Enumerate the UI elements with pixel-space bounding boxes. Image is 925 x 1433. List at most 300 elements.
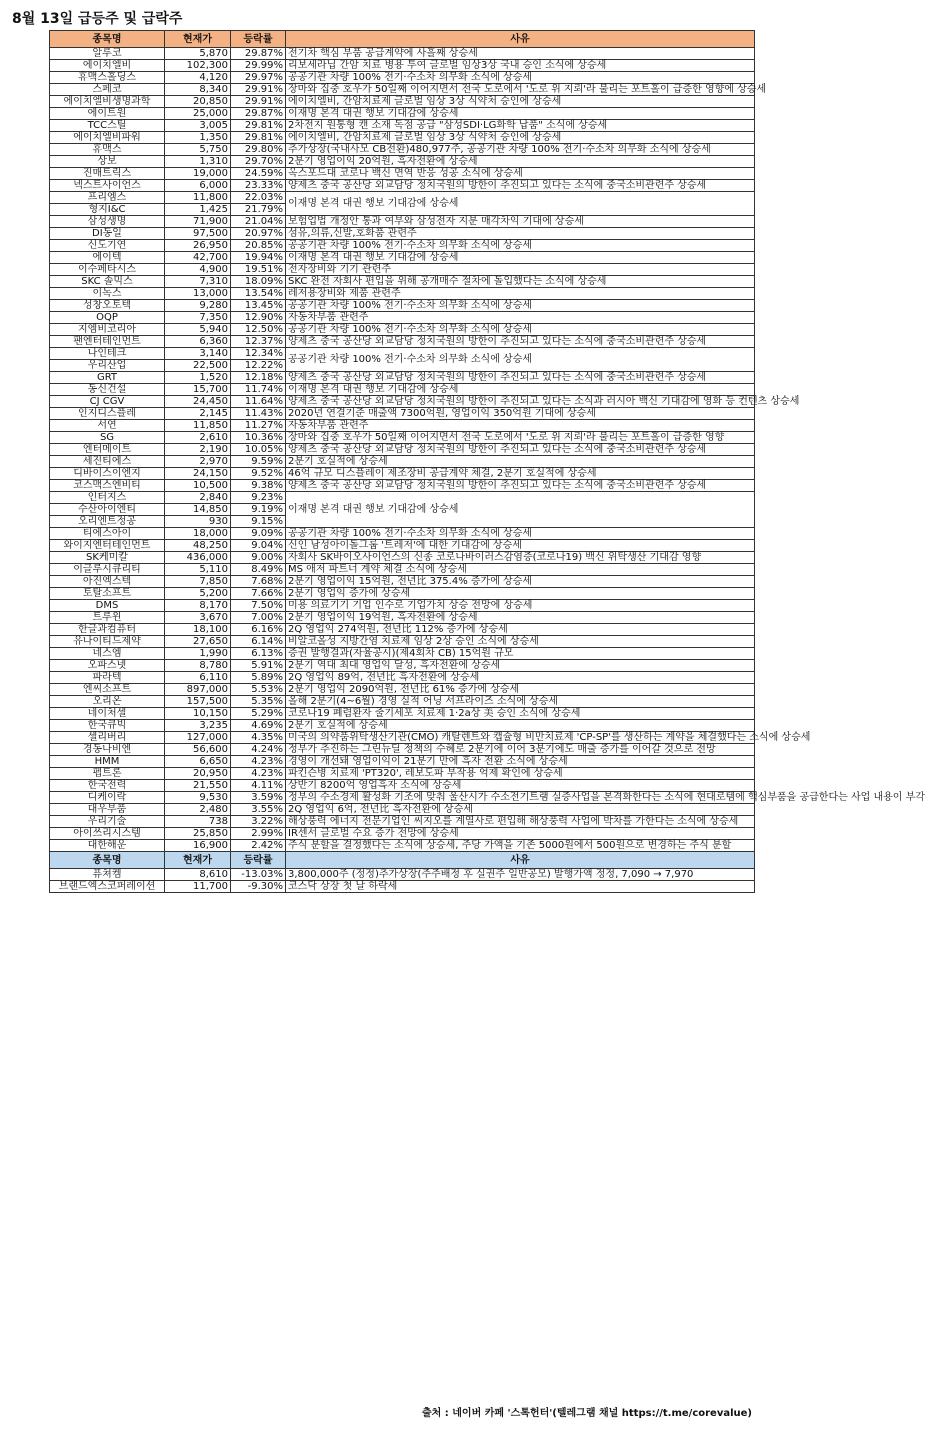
stock-rate: 11.27% bbox=[231, 420, 286, 432]
table-row bbox=[50, 552, 755, 564]
stock-rate: 24.59% bbox=[231, 168, 286, 180]
stock-rate: 3.59% bbox=[231, 792, 286, 804]
source-note: 출처 : 네이버 카페 '스톡헌터'(텔레그램 채널 https://t.me/corevalue) bbox=[421, 1408, 752, 1419]
table-row bbox=[50, 180, 755, 192]
table-row bbox=[50, 264, 755, 276]
table-row bbox=[50, 660, 755, 672]
stock-rate: 19.51% bbox=[231, 264, 286, 276]
stock-name: 프리엠스 bbox=[50, 192, 165, 204]
table-row bbox=[50, 528, 755, 540]
table-row bbox=[50, 444, 755, 456]
stock-reason: 장마와 집중 호우가 50일째 이어지면서 전국 도로에서 '도로 위 지뢰'라 불리는 포트홀이 급증한 영향에 상승세 bbox=[286, 84, 755, 96]
stock-rate: 13.45% bbox=[231, 300, 286, 312]
table-row bbox=[50, 881, 755, 893]
stock-price: 14,850 bbox=[165, 504, 231, 516]
stock-price: 2,840 bbox=[165, 492, 231, 504]
stock-price: 18,100 bbox=[165, 624, 231, 636]
header-price: 현재가 bbox=[165, 852, 231, 869]
table-row bbox=[50, 384, 755, 396]
stock-price: 7,310 bbox=[165, 276, 231, 288]
stock-rate: 5.53% bbox=[231, 684, 286, 696]
stock-price: 21,550 bbox=[165, 780, 231, 792]
stock-price: 436,000 bbox=[165, 552, 231, 564]
table-row bbox=[50, 336, 755, 348]
table-row bbox=[50, 696, 755, 708]
stock-reason: 증권 발행결과(자율공시)(제4회차 CB) 15억원 규모 bbox=[286, 648, 755, 660]
stock-name: DMS bbox=[50, 600, 165, 612]
stock-reason: 레저용장비와 제품 관련주 bbox=[286, 288, 755, 300]
stock-name: 세진티에스 bbox=[50, 456, 165, 468]
stock-name: 한국큐빅 bbox=[50, 720, 165, 732]
table-row bbox=[50, 780, 755, 792]
stock-price: 157,500 bbox=[165, 696, 231, 708]
table-row bbox=[50, 396, 755, 408]
stock-rate: 13.54% bbox=[231, 288, 286, 300]
stock-price: 3,005 bbox=[165, 120, 231, 132]
stock-name: HMM bbox=[50, 756, 165, 768]
stock-price: 7,350 bbox=[165, 312, 231, 324]
stock-reason: 이재명 본격 대권 행보 기대감에 상승세 bbox=[286, 252, 755, 264]
stock-price: 3,140 bbox=[165, 348, 231, 360]
table-row bbox=[50, 324, 755, 336]
stock-name: SKC 솔믹스 bbox=[50, 276, 165, 288]
stock-rate: 29.91% bbox=[231, 84, 286, 96]
stock-rate: 29.99% bbox=[231, 60, 286, 72]
stock-rate: -9.30% bbox=[231, 881, 286, 893]
stock-price: 16,900 bbox=[165, 840, 231, 852]
stock-rate: 4.23% bbox=[231, 756, 286, 768]
table-row bbox=[50, 612, 755, 624]
stock-name: 디케이락 bbox=[50, 792, 165, 804]
table-row bbox=[50, 684, 755, 696]
stock-name: 엔씨소프트 bbox=[50, 684, 165, 696]
stock-price: 738 bbox=[165, 816, 231, 828]
stock-rate: 22.03% bbox=[231, 192, 286, 204]
stock-reason: 양제츠 중국 공산당 외교담당 정치국원의 방한이 추진되고 있다는 소식에 중국소비관련주 상승세 bbox=[286, 180, 755, 192]
stock-name: 대한해운 bbox=[50, 840, 165, 852]
stock-price: 9,530 bbox=[165, 792, 231, 804]
stock-name: 에이치엘비파워 bbox=[50, 132, 165, 144]
stock-name: DI동일 bbox=[50, 228, 165, 240]
stock-name: 와이지엔터테인먼트 bbox=[50, 540, 165, 552]
stock-price: 2,610 bbox=[165, 432, 231, 444]
stock-price: 2,190 bbox=[165, 444, 231, 456]
stock-price: 20,950 bbox=[165, 768, 231, 780]
stock-rate: 8.49% bbox=[231, 564, 286, 576]
table-row bbox=[50, 468, 755, 480]
stock-price: 18,000 bbox=[165, 528, 231, 540]
table-row bbox=[50, 456, 755, 468]
stock-reason: 양제츠 중국 공산당 외교담당 정치국원의 방한이 추진되고 있다는 소식과 러시아 백신 기대감에 영화 등 컨텐츠 상승세 bbox=[286, 396, 755, 408]
stock-name: 이글루시큐리티 bbox=[50, 564, 165, 576]
stock-price: 11,700 bbox=[165, 881, 231, 893]
stock-rate: -13.03% bbox=[231, 869, 286, 881]
table-row bbox=[50, 768, 755, 780]
stock-rate: 5.89% bbox=[231, 672, 286, 684]
stock-rate: 9.00% bbox=[231, 552, 286, 564]
table-row bbox=[50, 72, 755, 84]
stock-name: 나인테크 bbox=[50, 348, 165, 360]
stock-name: 대우부품 bbox=[50, 804, 165, 816]
table-row bbox=[50, 96, 755, 108]
stock-name: OQP bbox=[50, 312, 165, 324]
stock-price: 6,110 bbox=[165, 672, 231, 684]
stock-price: 6,650 bbox=[165, 756, 231, 768]
stock-reason: 공공기관 차량 100% 전기·수소차 의무화 소식에 상승세 bbox=[286, 348, 755, 372]
stock-reason: 양제츠 중국 공산당 외교담당 정치국원의 방한이 추진되고 있다는 소식에 중국소비관련주 상승세 bbox=[286, 336, 755, 348]
stock-price: 5,110 bbox=[165, 564, 231, 576]
table-row bbox=[50, 744, 755, 756]
stock-reason: 이재명 본격 대권 행보 기대감에 상승세 bbox=[286, 108, 755, 120]
stock-rate: 10.05% bbox=[231, 444, 286, 456]
stock-reason: 섬유,의류,신발,호화품 관련주 bbox=[286, 228, 755, 240]
stock-reason: 옥스포드대 코로나 백신 면역 반응 성공 소식에 상승세 bbox=[286, 168, 755, 180]
stock-reason: 2Q 영업익 274억원, 전년比 112% 증가에 상승세 bbox=[286, 624, 755, 636]
stock-reason: 양제츠 중국 공산당 외교담당 정치국원의 방한이 추진되고 있다는 소식에 중국소비관련주 상승세 bbox=[286, 372, 755, 384]
table-row bbox=[50, 408, 755, 420]
stock-reason: 양제츠 중국 공산당 외교담당 정치국원의 방한이 추진되고 있다는 소식에 중국소비관련주 상승세 bbox=[286, 444, 755, 456]
header-row-losers bbox=[50, 852, 755, 869]
table-row bbox=[50, 240, 755, 252]
table-row bbox=[50, 672, 755, 684]
stock-name: SG bbox=[50, 432, 165, 444]
stock-name: CJ CGV bbox=[50, 396, 165, 408]
stock-reason: 미용 의료기기 기업 인수로 기업가치 상승 전망에 상승세 bbox=[286, 600, 755, 612]
page-title: 8월 13일 급등주 및 급락주 bbox=[12, 11, 183, 27]
stock-rate: 11.74% bbox=[231, 384, 286, 396]
stock-name: 아이쓰리시스템 bbox=[50, 828, 165, 840]
table-row bbox=[50, 120, 755, 132]
stock-price: 9,280 bbox=[165, 300, 231, 312]
header-price: 현재가 bbox=[165, 31, 231, 48]
stock-name: 스페코 bbox=[50, 84, 165, 96]
stock-price: 4,120 bbox=[165, 72, 231, 84]
table-row bbox=[50, 288, 755, 300]
stock-name: 팬엔터테인먼트 bbox=[50, 336, 165, 348]
stock-rate: 4.35% bbox=[231, 732, 286, 744]
losers-body bbox=[50, 869, 755, 893]
table-row bbox=[50, 588, 755, 600]
stock-rate: 12.90% bbox=[231, 312, 286, 324]
stock-rate: 29.70% bbox=[231, 156, 286, 168]
stock-reason: 에이치엘비, 간암치료제 글로벌 임상 3상 식약처 승인에 상승세 bbox=[286, 132, 755, 144]
table-row bbox=[50, 132, 755, 144]
table-row bbox=[50, 816, 755, 828]
stock-name: 브랜드엑스코퍼레이션 bbox=[50, 881, 165, 893]
stock-price: 71,900 bbox=[165, 216, 231, 228]
stock-price: 5,940 bbox=[165, 324, 231, 336]
stock-name: 오리온 bbox=[50, 696, 165, 708]
stock-rate: 4.69% bbox=[231, 720, 286, 732]
header-rate: 등락률 bbox=[231, 852, 286, 869]
stock-rate: 19.94% bbox=[231, 252, 286, 264]
table-row bbox=[50, 828, 755, 840]
stock-name: 트루윈 bbox=[50, 612, 165, 624]
table-row bbox=[50, 276, 755, 288]
stock-price: 25,850 bbox=[165, 828, 231, 840]
stock-reason: 전기차 핵심 부품 공급계약에 사흘째 상승세 bbox=[286, 48, 755, 60]
stock-name: 파라텍 bbox=[50, 672, 165, 684]
stock-rate: 7.00% bbox=[231, 612, 286, 624]
stock-price: 25,000 bbox=[165, 108, 231, 120]
table-row bbox=[50, 869, 755, 881]
table-row bbox=[50, 252, 755, 264]
stock-price: 3,235 bbox=[165, 720, 231, 732]
stock-price: 3,670 bbox=[165, 612, 231, 624]
stock-price: 4,900 bbox=[165, 264, 231, 276]
stock-name: 신도기연 bbox=[50, 240, 165, 252]
stock-name: 서연 bbox=[50, 420, 165, 432]
stock-rate: 9.59% bbox=[231, 456, 286, 468]
stock-rate: 4.11% bbox=[231, 780, 286, 792]
table-row bbox=[50, 156, 755, 168]
stock-rate: 5.29% bbox=[231, 708, 286, 720]
stock-name: 넥스트사이언스 bbox=[50, 180, 165, 192]
stock-price: 5,870 bbox=[165, 48, 231, 60]
stock-rate: 20.85% bbox=[231, 240, 286, 252]
table-row bbox=[50, 804, 755, 816]
stock-rate: 2.42% bbox=[231, 840, 286, 852]
stock-price: 10,150 bbox=[165, 708, 231, 720]
stock-rate: 7.68% bbox=[231, 576, 286, 588]
stock-name: 코스맥스엔비티 bbox=[50, 480, 165, 492]
stock-rate: 7.66% bbox=[231, 588, 286, 600]
header-row-gainers bbox=[50, 31, 755, 48]
table-row bbox=[50, 492, 755, 504]
stock-reason: 2Q 영업익 89억, 전년比 흑자전환에 상승세 bbox=[286, 672, 755, 684]
stock-price: 930 bbox=[165, 516, 231, 528]
stock-price: 26,950 bbox=[165, 240, 231, 252]
stock-name: 에이치엘비 bbox=[50, 60, 165, 72]
stock-reason: 상반기 8200억 영업흑자 소식에 상승세 bbox=[286, 780, 755, 792]
stock-name: 수산아이엔티 bbox=[50, 504, 165, 516]
table-row bbox=[50, 84, 755, 96]
stock-price: 2,145 bbox=[165, 408, 231, 420]
header-rate: 등락률 bbox=[231, 31, 286, 48]
table-row bbox=[50, 192, 755, 204]
stock-rate: 4.24% bbox=[231, 744, 286, 756]
stock-rate: 9.19% bbox=[231, 504, 286, 516]
table-row bbox=[50, 756, 755, 768]
stock-price: 15,700 bbox=[165, 384, 231, 396]
stock-price: 24,450 bbox=[165, 396, 231, 408]
stock-reason: 올해 2분기(4~6월) 경영 실적 어닝 서프라이즈 소식에 상승세 bbox=[286, 696, 755, 708]
stock-name: 셀리버리 bbox=[50, 732, 165, 744]
stock-reason: 공공기관 차량 100% 전기·수소차 의무화 소식에 상승세 bbox=[286, 528, 755, 540]
stock-reason: 신인 남성아이돌그룹 '트레저'에 대한 기대감에 상승세 bbox=[286, 540, 755, 552]
stock-rate: 7.50% bbox=[231, 600, 286, 612]
stock-reason: 2Q 영업익 6억, 전년比 흑자전환에 상승세 bbox=[286, 804, 755, 816]
stock-name: 에이치엘비생명과학 bbox=[50, 96, 165, 108]
stock-reason: 자동차부품 관련주 bbox=[286, 312, 755, 324]
stock-reason: 공공기관 차량 100% 전기·수소차 의무화 소식에 상승세 bbox=[286, 72, 755, 84]
stock-price: 8,780 bbox=[165, 660, 231, 672]
stock-name: 펩트론 bbox=[50, 768, 165, 780]
stock-rate: 29.87% bbox=[231, 48, 286, 60]
table-row bbox=[50, 720, 755, 732]
table-row bbox=[50, 480, 755, 492]
stock-name: 우리산업 bbox=[50, 360, 165, 372]
stock-reason: 코로나19 폐렴환자 줄기세포 치료제 1·2a상 美 승인 소식에 상승세 bbox=[286, 708, 755, 720]
stock-rate: 4.23% bbox=[231, 768, 286, 780]
stock-rate: 3.55% bbox=[231, 804, 286, 816]
stock-name: 퓨쳐켐 bbox=[50, 869, 165, 881]
stock-name: SK케미칼 bbox=[50, 552, 165, 564]
stock-reason: 2분기 영업익 2090억원, 전년比 61% 증가에 상승세 bbox=[286, 684, 755, 696]
stock-rate: 9.52% bbox=[231, 468, 286, 480]
stock-reason: 공공기관 차량 100% 전기·수소차 의무화 소식에 상승세 bbox=[286, 240, 755, 252]
stock-price: 1,350 bbox=[165, 132, 231, 144]
stock-reason: 주식 분할을 결정했다는 소식에 상승세, 주당 가액을 기존 5000원에서 500원으로 변경하는 주식 분할 bbox=[286, 840, 755, 852]
stock-price: 5,200 bbox=[165, 588, 231, 600]
stock-name: 네이처셀 bbox=[50, 708, 165, 720]
header-name: 종목명 bbox=[50, 852, 165, 869]
stock-price: 7,850 bbox=[165, 576, 231, 588]
stock-rate: 29.81% bbox=[231, 120, 286, 132]
stock-reason: 추가상장(국내사모 CB전환)480,977주, 공공기관 차량 100% 전기·수소차 의무화 소식에 상승세 bbox=[286, 144, 755, 156]
stock-name: 우리기술 bbox=[50, 816, 165, 828]
stock-name: 엔터메이트 bbox=[50, 444, 165, 456]
stock-reason: MS 애저 파트너 계약 체결 소식에 상승세 bbox=[286, 564, 755, 576]
stock-reason: 정부가 추진하는 그린뉴딜 정책의 수혜로 2분기에 이어 3분기에도 매출 증가를 이어갈 것으로 전망 bbox=[286, 744, 755, 756]
table-row bbox=[50, 600, 755, 612]
stock-price: 2,480 bbox=[165, 804, 231, 816]
stock-rate: 29.81% bbox=[231, 132, 286, 144]
stock-reason: 2020년 연결기준 매출액 7300억원, 영업이익 350억원 기대에 상승세 bbox=[286, 408, 755, 420]
stock-price: 102,300 bbox=[165, 60, 231, 72]
stock-reason: 3,800,000주 (정정)추가상장(주주배정 후 실권주 일반공모) 발행가액 정정, 7,090 → 7,970 bbox=[286, 869, 755, 881]
stock-table bbox=[49, 30, 925, 893]
header-name: 종목명 bbox=[50, 31, 165, 48]
table-row bbox=[50, 60, 755, 72]
stock-price: 11,800 bbox=[165, 192, 231, 204]
stock-rate: 21.04% bbox=[231, 216, 286, 228]
stock-price: 1,990 bbox=[165, 648, 231, 660]
stock-rate: 9.09% bbox=[231, 528, 286, 540]
stock-name: 휴맥스 bbox=[50, 144, 165, 156]
stock-rate: 10.36% bbox=[231, 432, 286, 444]
stock-reason: 2분기 호실적에 상승세 bbox=[286, 456, 755, 468]
stock-reason: 전자장비와 기기 관련주 bbox=[286, 264, 755, 276]
stock-name: 형지I&C bbox=[50, 204, 165, 216]
stock-name: 동신건설 bbox=[50, 384, 165, 396]
gainers-body bbox=[50, 48, 925, 852]
stock-price: 19,000 bbox=[165, 168, 231, 180]
stock-reason: 이재명 본격 대권 행보 기대감에 상승세 bbox=[286, 384, 755, 396]
stock-reason: 2분기 영업익 증가에 상승세 bbox=[286, 588, 755, 600]
stock-reason: 이재명 본격 대권 행보 기대감에 상승세 bbox=[286, 192, 755, 216]
stock-rate: 12.22% bbox=[231, 360, 286, 372]
table-row bbox=[50, 540, 755, 552]
stock-name: 지엠비코리아 bbox=[50, 324, 165, 336]
stock-reason: 에이치엘비, 간암치료제 글로벌 임상 3상 식약처 승인에 상승세 bbox=[286, 96, 755, 108]
stock-price: 1,310 bbox=[165, 156, 231, 168]
stock-name: 휴맥스홀딩스 bbox=[50, 72, 165, 84]
stock-price: 97,500 bbox=[165, 228, 231, 240]
table-row bbox=[50, 312, 755, 324]
stock-rate: 9.04% bbox=[231, 540, 286, 552]
stock-name: 에이텍 bbox=[50, 252, 165, 264]
stock-rate: 5.35% bbox=[231, 696, 286, 708]
stock-name: 인터지스 bbox=[50, 492, 165, 504]
stock-reason: 공공기관 차량 100% 전기·수소차 의무화 소식에 상승세 bbox=[286, 300, 755, 312]
stock-price: 2,970 bbox=[165, 456, 231, 468]
table-row bbox=[50, 48, 755, 60]
stock-name: 에이트원 bbox=[50, 108, 165, 120]
stock-reason: 2분기 영업이익 19억원, 흑자전환에 상승세 bbox=[286, 612, 755, 624]
stock-name: 오리엔트정공 bbox=[50, 516, 165, 528]
table-row bbox=[50, 576, 755, 588]
stock-price: 20,850 bbox=[165, 96, 231, 108]
stock-name: 성창오토텍 bbox=[50, 300, 165, 312]
stock-name: 아진엑스텍 bbox=[50, 576, 165, 588]
stock-name: 진매트릭스 bbox=[50, 168, 165, 180]
stock-reason: 자회사 SK바이오사이언스의 신종 코로나바이러스감염증(코로나19) 백신 위탁생산 기대감 영향 bbox=[286, 552, 755, 564]
stock-price: 42,700 bbox=[165, 252, 231, 264]
stock-reason: 2차전지 원통형 캔 소재 독점 공급 "삼성SDI·LG화학 납품" 소식에 상승세 bbox=[286, 120, 755, 132]
stock-reason: 2분기 호실적에 상승세 bbox=[286, 720, 755, 732]
stock-reason: 해상풍력 에너지 전문기업인 씨지오를 계열사로 편입해 해상풍력 사업에 박차를 가한다는 소식에 상승세 bbox=[286, 816, 755, 828]
table-row bbox=[50, 840, 755, 852]
stock-rate: 29.91% bbox=[231, 96, 286, 108]
stock-reason: SKC 완전 자회사 편입을 위해 공개매수 절차에 돌입했다는 소식에 상승세 bbox=[286, 276, 755, 288]
stock-price: 22,500 bbox=[165, 360, 231, 372]
stock-rate: 9.23% bbox=[231, 492, 286, 504]
table-row bbox=[50, 792, 755, 804]
stock-reason: 장마와 집중 호우가 50일째 이어지면서 전국 도로에서 '도로 위 지뢰'라 불리는 포트홀이 급증한 영향 bbox=[286, 432, 755, 444]
stock-name: GRT bbox=[50, 372, 165, 384]
stock-name: 유나이티드제약 bbox=[50, 636, 165, 648]
stock-name: TCC스틸 bbox=[50, 120, 165, 132]
stock-price: 13,000 bbox=[165, 288, 231, 300]
stock-price: 56,600 bbox=[165, 744, 231, 756]
stock-price: 10,500 bbox=[165, 480, 231, 492]
stock-reason: 보험업법 개정안 통과 여부와 삼성전자 지분 매각차익 기대에 상승세 bbox=[286, 216, 755, 228]
stock-name: 삼성생명 bbox=[50, 216, 165, 228]
stock-name: 경동나비엔 bbox=[50, 744, 165, 756]
stock-reason: 자동차부품 관련주 bbox=[286, 420, 755, 432]
stock-reason: 2분기 영업이익 15억원, 전년比 375.4% 증가에 상승세 bbox=[286, 576, 755, 588]
stock-reason: 리보세라닙 간암 치료 병용 투여 글로벌 임상3상 국내 승인 소식에 상승세 bbox=[286, 60, 755, 72]
stock-rate: 6.14% bbox=[231, 636, 286, 648]
table-row bbox=[50, 420, 755, 432]
table-row bbox=[50, 348, 755, 360]
stock-price: 48,250 bbox=[165, 540, 231, 552]
stock-reason: 정부의 수소경제 활성화 기조에 맞춰 울산시가 수소전기트램 실증사업을 본격화한다는 소식에 현대로템에 핵심부품을 공급한다는 사업 내용이 부각 bbox=[286, 792, 755, 804]
stock-price: 8,340 bbox=[165, 84, 231, 96]
table-row bbox=[50, 168, 755, 180]
stock-rate: 9.38% bbox=[231, 480, 286, 492]
stock-rate: 12.34% bbox=[231, 348, 286, 360]
table-row bbox=[50, 372, 755, 384]
stock-rate: 5.91% bbox=[231, 660, 286, 672]
stock-rate: 18.09% bbox=[231, 276, 286, 288]
table-row bbox=[50, 216, 755, 228]
stock-rate: 3.22% bbox=[231, 816, 286, 828]
stock-name: 토탈소프트 bbox=[50, 588, 165, 600]
stock-price: 27,650 bbox=[165, 636, 231, 648]
stock-price: 8,610 bbox=[165, 869, 231, 881]
table-row bbox=[50, 228, 755, 240]
stock-name: 네스엠 bbox=[50, 648, 165, 660]
stock-rate: 9.15% bbox=[231, 516, 286, 528]
stock-reason: 경영이 개선돼 영업이익이 21분기 만에 흑자 전환 소식에 상승세 bbox=[286, 756, 755, 768]
table-row bbox=[50, 108, 755, 120]
stock-rate: 29.80% bbox=[231, 144, 286, 156]
stock-reason: 파킨슨병 치료제 'PT320', 레보도파 부작용 억제 확인에 상승세 bbox=[286, 768, 755, 780]
stock-rate: 11.64% bbox=[231, 396, 286, 408]
stock-rate: 20.97% bbox=[231, 228, 286, 240]
